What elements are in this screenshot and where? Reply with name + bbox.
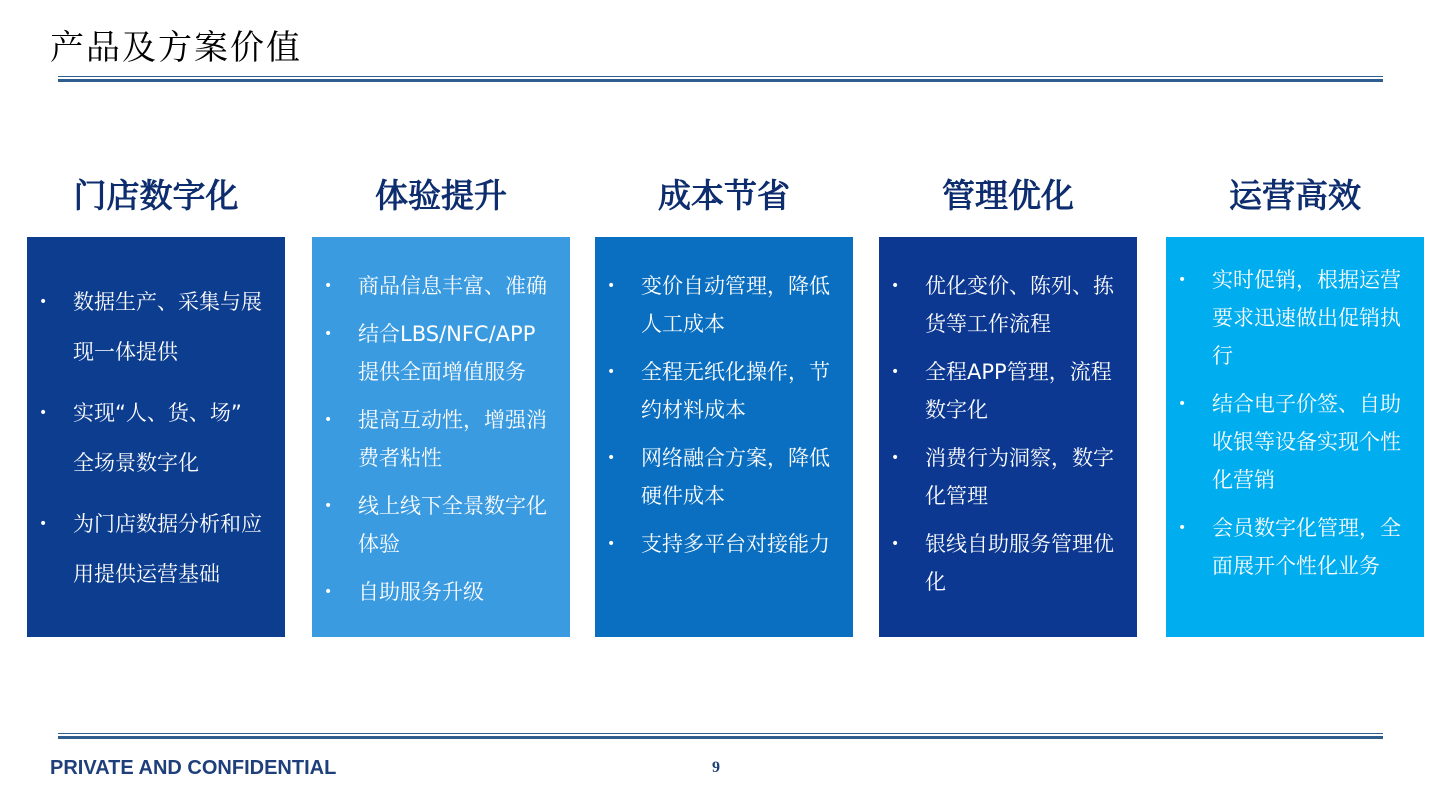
bullet-item bbox=[595, 439, 845, 515]
bullet-text-line: 用提供运营基础 bbox=[73, 562, 220, 586]
bullet-text-line: 提供全面增值服务 bbox=[358, 360, 526, 384]
bullet-item bbox=[595, 267, 845, 343]
bullet-item bbox=[1166, 261, 1416, 375]
bullet-text-line: 网络融合方案，降低 bbox=[641, 446, 830, 470]
bullet-text-line: 货等工作流程 bbox=[925, 312, 1051, 336]
heading-management-optimization: 管理优化 bbox=[942, 176, 1074, 215]
bullet-item bbox=[879, 353, 1129, 429]
bullet-text-line: 全程APP管理，流程 bbox=[925, 360, 1112, 384]
bullet-text-line: 商品信息丰富、准确 bbox=[358, 274, 547, 298]
bullet-item bbox=[879, 267, 1129, 343]
bullet-text-line: 全场景数字化 bbox=[73, 451, 199, 475]
bullet-list bbox=[595, 267, 845, 573]
heading-experience-upgrade: 体验提升 bbox=[375, 176, 507, 215]
bullet-text-line: 费者粘性 bbox=[358, 446, 442, 470]
bullet-icon: • bbox=[891, 536, 900, 552]
bullet-item bbox=[27, 388, 277, 488]
panel-experience-upgrade bbox=[312, 237, 570, 637]
bullet-item bbox=[879, 439, 1129, 515]
bullet-icon: • bbox=[39, 294, 48, 310]
bullet-text-line: 面展开个性化业务 bbox=[1212, 554, 1380, 578]
bullet-text-line: 行 bbox=[1212, 344, 1233, 368]
bullet-icon: • bbox=[324, 498, 333, 514]
bullet-icon: • bbox=[891, 278, 900, 294]
bullet-icon: • bbox=[39, 516, 48, 532]
bullet-item bbox=[312, 267, 562, 305]
bullet-icon: • bbox=[891, 364, 900, 380]
bullet-text-line: 自助服务升级 bbox=[358, 580, 484, 604]
panel-management-optimization bbox=[879, 237, 1137, 637]
bullet-text-line: 约材料成本 bbox=[641, 398, 746, 422]
bullet-item bbox=[312, 573, 562, 611]
bullet-icon: • bbox=[324, 412, 333, 428]
bullet-text-line: 全程无纸化操作，节 bbox=[641, 360, 830, 384]
bullet-text-line: 会员数字化管理，全 bbox=[1212, 516, 1401, 540]
bullet-text-line: 变价自动管理，降低 bbox=[641, 274, 830, 298]
bullet-item bbox=[312, 315, 562, 391]
top-divider bbox=[58, 76, 1383, 82]
bullet-item bbox=[1166, 385, 1416, 499]
bullet-text-line: 优化变价、陈列、拣 bbox=[925, 274, 1114, 298]
bullet-text-line: 化营销 bbox=[1212, 468, 1275, 492]
bullet-text-line: 支持多平台对接能力 bbox=[641, 532, 830, 556]
bullet-list bbox=[27, 277, 277, 610]
bullet-icon: • bbox=[324, 584, 333, 600]
bullet-text-line: 现一体提供 bbox=[73, 340, 178, 364]
bullet-icon: • bbox=[324, 278, 333, 294]
confidential-label: PRIVATE AND CONFIDENTIAL bbox=[50, 757, 337, 779]
panel-store-digitalization bbox=[27, 237, 285, 637]
bullet-text-line: 结合LBS/NFC/APP bbox=[358, 322, 536, 346]
bullet-text-line: 硬件成本 bbox=[641, 484, 725, 508]
bullet-text-line: 银线自助服务管理优 bbox=[925, 532, 1114, 556]
bullet-icon: • bbox=[324, 326, 333, 342]
heading-store-digitalization: 门店数字化 bbox=[73, 176, 239, 215]
bullet-item bbox=[27, 499, 277, 599]
bullet-text-line: 人工成本 bbox=[641, 312, 725, 336]
bullet-item bbox=[27, 277, 277, 377]
bullet-text-line: 实时促销，根据运营 bbox=[1212, 268, 1401, 292]
page-title: 产品及方案价值 bbox=[50, 28, 302, 68]
bullet-text-line: 结合电子价签、自助 bbox=[1212, 392, 1401, 416]
bullet-text-line: 化 bbox=[925, 570, 946, 594]
bullet-text-line: 提高互动性，增强消 bbox=[358, 408, 547, 432]
bullet-icon: • bbox=[607, 536, 616, 552]
bullet-icon: • bbox=[1178, 272, 1187, 288]
bullet-icon: • bbox=[607, 450, 616, 466]
bullet-item bbox=[312, 487, 562, 563]
bullet-item bbox=[1166, 509, 1416, 585]
bottom-divider bbox=[58, 733, 1383, 739]
bullet-text-line: 体验 bbox=[358, 532, 400, 556]
bullet-item bbox=[312, 401, 562, 477]
heading-cost-saving: 成本节省 bbox=[658, 176, 790, 215]
bullet-icon: • bbox=[607, 364, 616, 380]
bullet-text-line: 收银等设备实现个性 bbox=[1212, 430, 1401, 454]
heading-operation-efficiency: 运营高效 bbox=[1229, 176, 1361, 215]
bullet-list bbox=[1166, 261, 1416, 595]
bullet-text-line: 为门店数据分析和应 bbox=[73, 512, 262, 536]
bullet-list bbox=[879, 267, 1129, 611]
bullet-item bbox=[595, 353, 845, 429]
bullet-text-line: 线上线下全景数字化 bbox=[358, 494, 547, 518]
bullet-text-line: 实现“人、货、场” bbox=[73, 401, 242, 425]
bullet-item bbox=[879, 525, 1129, 601]
bullet-list bbox=[312, 267, 562, 621]
bullet-icon: • bbox=[891, 450, 900, 466]
page-number: 9 bbox=[712, 759, 720, 776]
panel-operation-efficiency bbox=[1166, 237, 1424, 637]
bullet-icon: • bbox=[1178, 520, 1187, 536]
bullet-text-line: 要求迅速做出促销执 bbox=[1212, 306, 1401, 330]
bullet-text-line: 消费行为洞察，数字 bbox=[925, 446, 1114, 470]
bullet-text-line: 数据生产、采集与展 bbox=[73, 290, 262, 314]
bullet-text-line: 数字化 bbox=[925, 398, 988, 422]
bullet-icon: • bbox=[1178, 396, 1187, 412]
bullet-item bbox=[595, 525, 845, 563]
bullet-icon: • bbox=[39, 405, 48, 421]
bullet-text-line: 化管理 bbox=[925, 484, 988, 508]
bullet-icon: • bbox=[607, 278, 616, 294]
panel-cost-saving bbox=[595, 237, 853, 637]
